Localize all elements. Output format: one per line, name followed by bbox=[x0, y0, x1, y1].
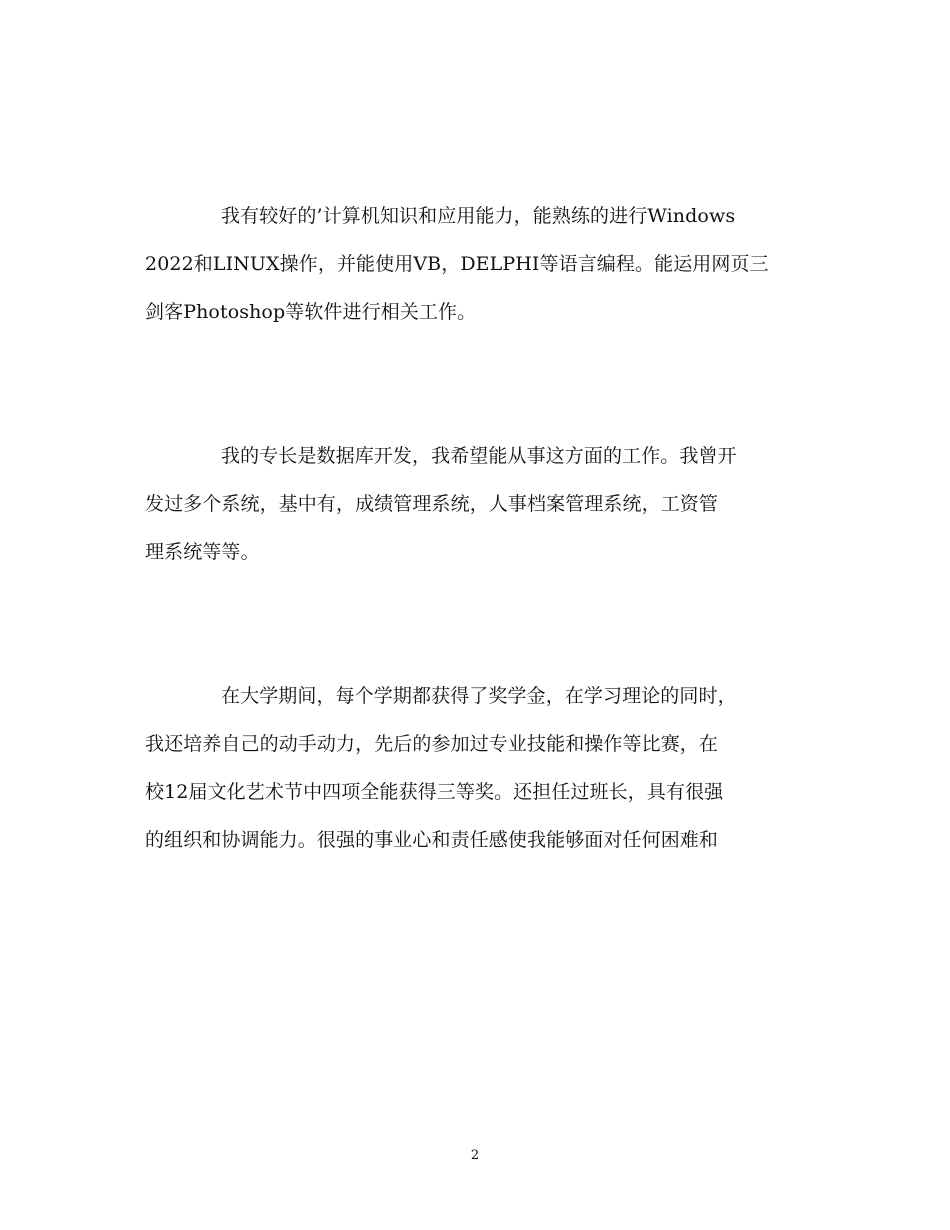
paragraph-database-specialty bbox=[145, 432, 810, 576]
paragraph-line: 我有较好的’计算机知识和应用能力，能熟练的进行Windows bbox=[221, 205, 736, 227]
paragraph-line: 发过多个系统，基中有，成绩管理系统，人事档案管理系统，工资管 bbox=[145, 493, 719, 515]
paragraph-line: 的组织和协调能力。很强的事业心和责任感使我能够面对任何困难和 bbox=[145, 829, 719, 851]
document-body bbox=[145, 192, 810, 864]
paragraph-line: 在大学期间，每个学期都获得了奖学金，在学习理论的同时， bbox=[221, 685, 737, 707]
paragraph-line: 我还培养自己的动手动力，先后的参加过专业技能和操作等比赛，在 bbox=[145, 733, 719, 755]
paragraph-line: 剑客Photoshop等软件进行相关工作。 bbox=[145, 301, 477, 323]
paragraph-spacer bbox=[145, 576, 810, 672]
paragraph-line: 校12届文化艺术节中四项全能获得三等奖。还担任过班长，具有很强 bbox=[145, 781, 724, 803]
paragraph-spacer bbox=[145, 336, 810, 432]
paragraph-university-experience bbox=[145, 672, 810, 864]
paragraph-line: 理系统等等。 bbox=[145, 541, 260, 563]
paragraph-line: 我的专长是数据库开发，我希望能从事这方面的工作。我曾开 bbox=[221, 445, 737, 467]
paragraph-computer-skills bbox=[145, 192, 810, 336]
paragraph-line: 2022和LINUX操作，并能使用VB，DELPHI等语言编程。能运用网页三 bbox=[145, 253, 769, 275]
page-number: 2 bbox=[470, 1148, 480, 1163]
